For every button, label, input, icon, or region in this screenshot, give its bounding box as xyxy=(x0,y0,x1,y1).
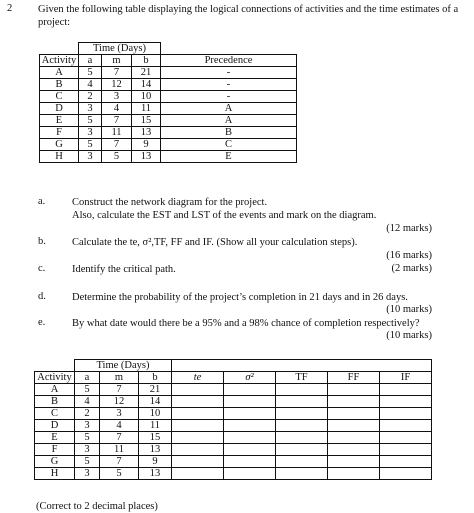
blank-answer-cell[interactable] xyxy=(276,396,328,408)
table-cell: 9 xyxy=(132,139,161,151)
table-cell: E xyxy=(40,115,79,127)
table-row xyxy=(40,79,297,91)
blank-answer-cell[interactable] xyxy=(380,396,432,408)
table-cell: 11 xyxy=(139,420,172,432)
table-cell: 13 xyxy=(139,468,172,480)
part-label: c. xyxy=(38,263,46,274)
blank-answer-cell[interactable] xyxy=(172,432,224,444)
table-cell: 7 xyxy=(102,67,132,79)
table-cell: 14 xyxy=(132,79,161,91)
table-cell: 3 xyxy=(79,127,102,139)
table-cell: 21 xyxy=(132,67,161,79)
table-cell: C xyxy=(161,139,297,151)
col-activity: Activity xyxy=(35,372,75,384)
question-number: 2 xyxy=(7,3,13,14)
table-row xyxy=(40,139,297,151)
table-row xyxy=(35,456,432,468)
table-cell: H xyxy=(40,151,79,163)
blank-answer-cell[interactable] xyxy=(328,456,380,468)
question-intro: Given the following table displaying the logical connections of activities and the time estimates of a project: xyxy=(38,4,459,28)
calculation-table xyxy=(34,359,432,480)
table-cell: - xyxy=(161,67,297,79)
table-cell: 4 xyxy=(100,420,139,432)
blank-answer-cell[interactable] xyxy=(172,408,224,420)
table-row xyxy=(35,432,432,444)
col-ff: FF xyxy=(328,372,380,384)
blank-answer-cell[interactable] xyxy=(224,432,276,444)
table-row xyxy=(35,444,432,456)
table-cell: 15 xyxy=(139,432,172,444)
blank-answer-cell[interactable] xyxy=(328,420,380,432)
table-cell: E xyxy=(35,432,75,444)
table-cell: 3 xyxy=(75,420,100,432)
table-cell: 9 xyxy=(139,456,172,468)
table-row xyxy=(35,468,432,480)
blank-answer-cell[interactable] xyxy=(276,384,328,396)
part-label: b. xyxy=(38,236,46,247)
table-cell: C xyxy=(40,91,79,103)
blank-answer-cell[interactable] xyxy=(328,444,380,456)
table-cell: 11 xyxy=(132,103,161,115)
col-te: te xyxy=(172,372,224,384)
table-cell: 3 xyxy=(102,91,132,103)
table-row xyxy=(40,127,297,139)
part-marks: (16 marks) xyxy=(386,250,432,261)
part-marks: (10 marks) xyxy=(386,304,432,315)
blank-answer-cell[interactable] xyxy=(224,444,276,456)
table-cell: 5 xyxy=(75,384,100,396)
col-m: m xyxy=(100,372,139,384)
table-cell: G xyxy=(35,456,75,468)
table-row xyxy=(40,67,297,79)
part-label: a. xyxy=(38,196,46,207)
table-cell: A xyxy=(35,384,75,396)
table-cell: 5 xyxy=(75,456,100,468)
table-cell: 4 xyxy=(102,103,132,115)
blank-answer-cell[interactable] xyxy=(172,468,224,480)
blank-answer-cell[interactable] xyxy=(172,420,224,432)
table-cell: 5 xyxy=(100,468,139,480)
blank-answer-cell[interactable] xyxy=(276,432,328,444)
table-cell: F xyxy=(40,127,79,139)
table-cell: 7 xyxy=(100,384,139,396)
part-text: Determine the probability of the project’s completion in 21 days and in 26 days. xyxy=(72,292,408,303)
blank-answer-cell[interactable] xyxy=(328,408,380,420)
table-header-row xyxy=(40,55,297,67)
blank-answer-cell[interactable] xyxy=(172,396,224,408)
table-cell: 3 xyxy=(75,444,100,456)
table-cell: 4 xyxy=(79,79,102,91)
blank-answer-cell[interactable] xyxy=(224,468,276,480)
table-cell: H xyxy=(35,468,75,480)
table-cell: A xyxy=(161,115,297,127)
table-cell: G xyxy=(40,139,79,151)
table-cell: A xyxy=(161,103,297,115)
blank-answer-cell[interactable] xyxy=(328,396,380,408)
table-cell: 12 xyxy=(102,79,132,91)
table-cell: - xyxy=(161,79,297,91)
blank-answer-cell[interactable] xyxy=(328,384,380,396)
part-text: Identify the critical path. xyxy=(72,264,176,275)
table-cell: 3 xyxy=(100,408,139,420)
blank-answer-cell[interactable] xyxy=(224,384,276,396)
blank-answer-cell[interactable] xyxy=(276,408,328,420)
table-cell: 3 xyxy=(79,151,102,163)
col-a: a xyxy=(79,55,102,67)
table-cell: 7 xyxy=(100,432,139,444)
col-activity: Activity xyxy=(40,55,79,67)
table-cell: 7 xyxy=(102,115,132,127)
blank-answer-cell[interactable] xyxy=(380,468,432,480)
table-cell: - xyxy=(161,91,297,103)
part-label: d. xyxy=(38,291,46,302)
table-cell: 11 xyxy=(100,444,139,456)
table-row xyxy=(35,420,432,432)
table-row xyxy=(40,91,297,103)
table-cell: 11 xyxy=(102,127,132,139)
col-m: m xyxy=(102,55,132,67)
table-row xyxy=(40,151,297,163)
table-row xyxy=(40,115,297,127)
col-variance: σ² xyxy=(224,372,276,384)
part-label: e. xyxy=(38,317,46,328)
blank-answer-cell[interactable] xyxy=(172,384,224,396)
table-cell: 4 xyxy=(75,396,100,408)
table-cell: A xyxy=(40,67,79,79)
col-if: IF xyxy=(380,372,432,384)
table-row xyxy=(35,396,432,408)
blank-answer-cell[interactable] xyxy=(328,432,380,444)
blank-answer-cell[interactable] xyxy=(380,432,432,444)
col-a: a xyxy=(75,372,100,384)
table-cell: 3 xyxy=(79,103,102,115)
table-header-row-2 xyxy=(35,372,432,384)
table-cell: 21 xyxy=(139,384,172,396)
table-cell: D xyxy=(35,420,75,432)
table-cell: 2 xyxy=(79,91,102,103)
blank-answer-cell[interactable] xyxy=(224,420,276,432)
table-cell: 10 xyxy=(139,408,172,420)
table-cell: 5 xyxy=(79,115,102,127)
activity-table xyxy=(39,42,297,163)
table-cell: 15 xyxy=(132,115,161,127)
table-cell: 5 xyxy=(75,432,100,444)
table-cell: 13 xyxy=(139,444,172,456)
table-cell: B xyxy=(35,396,75,408)
table-note: (Correct to 2 decimal places) xyxy=(36,501,158,512)
blank-answer-cell[interactable] xyxy=(380,420,432,432)
table-row xyxy=(35,408,432,420)
blank-answer-cell[interactable] xyxy=(380,456,432,468)
table-row xyxy=(35,384,432,396)
blank-answer-cell[interactable] xyxy=(224,456,276,468)
blank-answer-cell[interactable] xyxy=(276,444,328,456)
table-cell: 3 xyxy=(75,468,100,480)
table-cell: 7 xyxy=(100,456,139,468)
table-cell: C xyxy=(35,408,75,420)
blank-answer-cell[interactable] xyxy=(380,384,432,396)
time-header: Time (Days) xyxy=(79,43,161,55)
part-marks: (12 marks) xyxy=(386,223,432,234)
blank-answer-cell[interactable] xyxy=(224,408,276,420)
table-cell: 14 xyxy=(139,396,172,408)
blank-answer-cell[interactable] xyxy=(172,456,224,468)
table-cell: 13 xyxy=(132,127,161,139)
blank-answer-cell[interactable] xyxy=(276,420,328,432)
blank-answer-cell[interactable] xyxy=(276,456,328,468)
col-b: b xyxy=(132,55,161,67)
time-header-2: Time (Days) xyxy=(75,360,172,372)
blank-answer-cell[interactable] xyxy=(224,396,276,408)
col-tf: TF xyxy=(276,372,328,384)
part-marks: (2 marks) xyxy=(391,263,432,274)
table-cell: B xyxy=(40,79,79,91)
table-cell: F xyxy=(35,444,75,456)
table-cell: E xyxy=(161,151,297,163)
part-marks: (10 marks) xyxy=(386,330,432,341)
table-row xyxy=(40,103,297,115)
part-text: Also, calculate the EST and LST of the events and mark on the diagram. xyxy=(72,210,377,221)
table-cell: 12 xyxy=(100,396,139,408)
table-cell: 10 xyxy=(132,91,161,103)
blank-answer-cell[interactable] xyxy=(380,444,432,456)
blank-answer-cell[interactable] xyxy=(328,468,380,480)
table-cell: 5 xyxy=(79,139,102,151)
table-cell: 7 xyxy=(102,139,132,151)
blank-answer-cell[interactable] xyxy=(172,444,224,456)
table-cell: D xyxy=(40,103,79,115)
blank-answer-cell[interactable] xyxy=(380,408,432,420)
part-text: Construct the network diagram for the project. xyxy=(72,197,268,208)
table-cell: 5 xyxy=(79,67,102,79)
blank-answer-cell[interactable] xyxy=(276,468,328,480)
table-cell: 13 xyxy=(132,151,161,163)
table-cell: 5 xyxy=(102,151,132,163)
part-text: By what date would there be a 95% and a 98% chance of completion respectively? xyxy=(72,318,420,329)
table-cell: B xyxy=(161,127,297,139)
col-precedence: Precedence xyxy=(161,55,297,67)
col-b: b xyxy=(139,372,172,384)
part-text: Calculate the te, σ²,TF, FF and IF. (Show all your calculation steps). xyxy=(72,237,358,248)
table-cell: 2 xyxy=(75,408,100,420)
